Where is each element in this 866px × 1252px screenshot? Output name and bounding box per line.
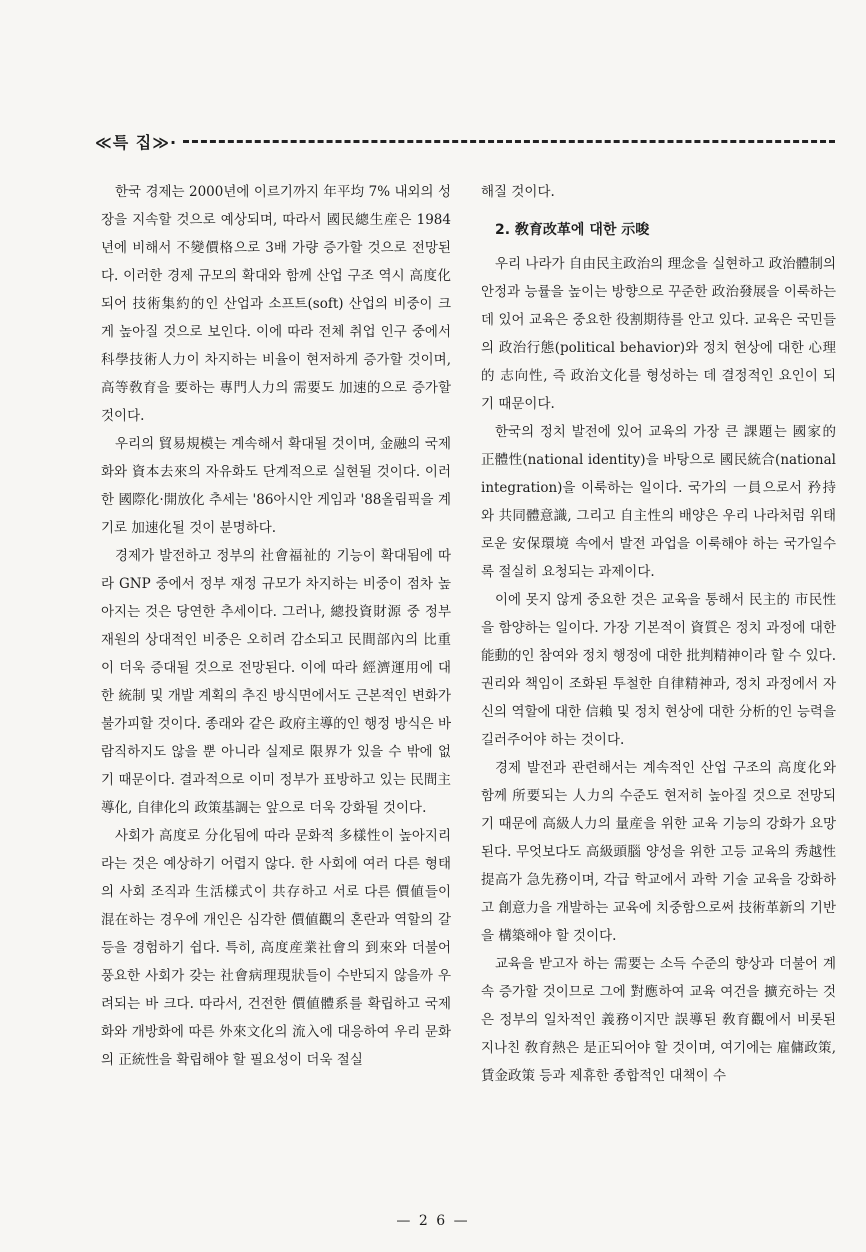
left-column (101, 178, 451, 1074)
dashed-rule (183, 140, 835, 143)
paragraph: 우리 나라가 自由民主政治의 理念을 실현하고 政治體制의 안정과 능률을 높이는 방향으로 꾸준한 政治發展을 이룩하는 데 있어 교육은 중요한 役割期待를 안고 있다. 교육은 국민들의 政治行態(political behavior)와 정치 현상에 대한 心理的 志向性, 즉 政治文化를 형성하는 데 결정적인 요인이 되기 때문이다. (481, 256, 836, 412)
paragraph-continuation: 해질 것이다. (481, 184, 555, 200)
paragraph: 한국 경제는 2000년에 이르기까지 年平均 7% 내외의 성장을 지속할 것으로 예상되며, 따라서 國民總生産은 1984년에 비해서 不變價格으로 3배 가량 증가할 것으로 전망된다. 이러한 경제 규모의 확대와 함께 산업 구조 역시 高度化되어 技術集約的인 산업과 소프트(soft) 산업의 비중이 크게 높아질 것으로 보인다. 이에 따라 전체 취업 인구 중에서 科學技術人力이 차지하는 비율이 현저하게 증가할 것이며, 高等敎育을 要하는 專門人力의 需要도 加速的으로 증가할 것이다. (101, 184, 451, 424)
paragraph: 이에 못지 않게 중요한 것은 교육을 통해서 民主的 市民性을 함양하는 일이다. 가장 기본적이 資質은 정치 과정에 대한 能動的인 참여와 정치 행정에 대한 批判精神이라 할 수 있다. 권리와 책임이 조화된 투철한 自律精神과, 정치 과정에서 자신의 역할에 대한 信賴 및 정치 현상에 대한 分析的인 능력을 길러주어야 하는 것이다. (481, 592, 836, 748)
section-label: ≪특 집≫· (95, 132, 178, 152)
page-number: — 2 6 — (396, 1213, 470, 1229)
paragraph: 경제 발전과 관련해서는 계속적인 산업 구조의 高度化와 함께 所要되는 人力의 수준도 현저히 높아질 것으로 전망되기 때문에 高級人力의 量産을 위한 교육 기능의 강화가 요망된다. 무엇보다도 高級頭腦 양성을 위한 고등 교육의 秀越性 提高가 急先務이며, 각급 학교에서 과학 기술 교육을 강화하고 創意力을 개발하는 교육에 치중함으로써 技術革新의 기반을 構築해야 할 것이다. (481, 760, 836, 944)
paragraph: 사회가 高度로 分化됨에 따라 문화적 多樣性이 높아지리라는 것은 예상하기 어렵지 않다. 한 사회에 여러 다른 형태의 사회 조직과 生活樣式이 共存하고 서로 다른 價値들이 混在하는 경우에 개인은 심각한 價値觀의 혼란과 역할의 갈등을 경험하기 쉽다. 특히, 高度産業社會의 到來와 더불어 풍요한 사회가 갖는 社會病理現狀들이 수반되지 않을까 우려되는 바 크다. 따라서, 건전한 價値體系를 확립하고 국제화와 개방화에 따른 外來文化의 流入에 대응하여 우리 문화의 正統性을 확립해야 할 필요성이 더욱 절실 (101, 828, 451, 1068)
paragraph: 교육을 받고자 하는 需要는 소득 수준의 향상과 더불어 계속 증가할 것이므로 그에 對應하여 교육 여건을 擴充하는 것은 정부의 일차적인 義務이지만 誤導된 敎育觀에서 비롯된 지나친 敎育熱은 是正되어야 할 것이며, 여기에는 雇傭政策, 賃金政策 등과 제휴한 종합적인 대책이 수 (481, 956, 836, 1084)
paragraph: 한국의 정치 발전에 있어 교육의 가장 큰 課題는 國家的 正體性(national identity)을 바탕으로 國民統合(national integration)을 이룩하는 일이다. 국가의 一員으로서 矜持와 共同體意識, 그리고 自主性의 배양은 우리 나라처럼 위태로운 安保環境 속에서 발전 과업을 이룩해야 하는 국가일수록 절실히 요청되는 과제이다. (481, 424, 836, 580)
right-column (481, 178, 836, 1090)
section-heading: 2. 敎育改革에 대한 示唆 (495, 222, 650, 238)
paragraph: 경제가 발전하고 정부의 社會福祉的 기능이 확대됨에 따라 GNP 중에서 정부 재정 규모가 차지하는 비중이 점차 높아지는 것은 당연한 추세이다. 그러나, 總投資財源 중 정부 재원의 상대적인 비중은 오히려 감소되고 民間部內의 比重이 더욱 증대될 것으로 전망된다. 이에 따라 經濟運用에 대한 統制 및 개발 계획의 추진 방식면에서도 근본적인 변화가 불가피할 것이다. 종래와 같은 政府主導的인 행정 방식은 바람직하지도 않을 뿐 아니라 실제로 限界가 있을 수 밖에 없기 때문이다. 결과적으로 이미 정부가 표방하고 있는 民間主導化, 自律化의 政策基調는 앞으로 더욱 강화될 것이다. (101, 548, 451, 816)
section-header (95, 130, 835, 152)
paragraph: 우리의 貿易規模는 계속해서 확대될 것이며, 金融의 국제화와 資本去來의 자유화도 단계적으로 실현될 것이다. 이러한 國際化·開放化 추세는 '86아시안 게임과 '88올림픽을 계기로 加速化될 것이 분명하다. (101, 436, 451, 536)
